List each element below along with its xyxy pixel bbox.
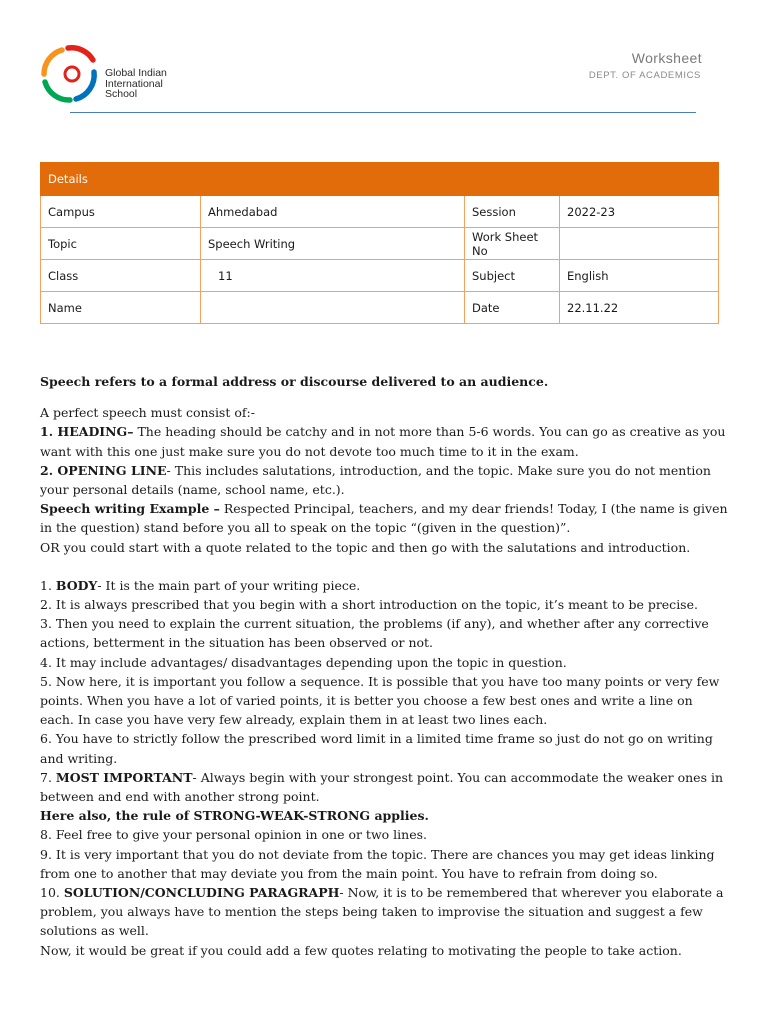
header-divider <box>70 112 696 113</box>
closing-line: Now, it would be great if you could add a few quotes relating to motivating the people to take action. <box>40 942 682 958</box>
class-label: Class <box>41 260 201 292</box>
opening-line-point: 2. OPENING LINE- This includes salutations, introduction, and the topic. Make sure you do not mention your personal details (name, school name, etc.). <box>40 462 711 498</box>
list-item: 4. It may include advantages/ disadvantages depending upon the topic in question. <box>40 654 567 670</box>
session-value: 2022-23 <box>560 196 719 228</box>
logo-arc-orange <box>44 50 62 74</box>
department-label: DEPT. OF ACADEMICS <box>588 70 701 81</box>
intro-line: A perfect speech must consist of:- <box>40 405 255 421</box>
table-row <box>41 260 719 292</box>
school-name-line3: School <box>105 88 138 100</box>
worksheet-content <box>40 372 730 960</box>
campus-value: Ahmedabad <box>201 196 465 228</box>
logo-arc-red <box>68 48 93 60</box>
worksheet-no-value <box>560 228 719 260</box>
date-label: Date <box>465 292 560 324</box>
worksheet-title: Worksheet <box>631 50 702 66</box>
most-important-point: 7. MOST IMPORTANT- Always begin with your strongest point. You can accommodate the weaker ones in between and end with another strong point. <box>40 769 723 805</box>
heading-point: 1. HEADING– The heading should be catchy and in not more than 5-6 words. You can go as creative as you want with this one just make sure you do not devote too much time to it in the exam. <box>40 424 726 459</box>
subject-label: Subject <box>465 260 560 292</box>
school-name-line2: International <box>105 77 163 90</box>
list-item: 5. Now here, it is important you follow a sequence. It is possible that you have too many points or very few points. When you have a lot of varied points, it is better you choose a few best ones and write a line on each. In case you have very few already, explain them in at least two lines each. <box>40 673 720 728</box>
example-paragraph: Speech writing Example – Respected Principal, teachers, and my dear friends! Today, I (the name is given in the question) stand before you all to speak on the topic “(given in the question)”. <box>40 501 728 536</box>
body-point: 1. BODY- It is the main part of your writing piece. <box>40 577 361 593</box>
details-heading: Details <box>41 163 719 196</box>
details-table <box>40 162 719 324</box>
or-paragraph: OR you could start with a quote related to the topic and then go with the salutations and introduction. <box>40 539 691 555</box>
table-row <box>41 228 719 260</box>
list-item: 9. It is very important that you do not deviate from the topic. There are chances you may get ideas linking from one to another that may deviate you from the main point. You have to refrain from doing so. <box>40 846 715 881</box>
topic-value: Speech Writing <box>201 228 465 260</box>
logo-arc-green <box>45 82 70 100</box>
worksheet-no-label: Work Sheet No <box>465 228 560 260</box>
list-item: 2. It is always prescribed that you begin with a short introduction on the topic, it’s meant to be precise. <box>40 597 698 613</box>
list-item: 8. Feel free to give your personal opinion in one or two lines. <box>40 827 427 843</box>
session-label: Session <box>465 196 560 228</box>
school-name <box>105 68 167 100</box>
campus-label: Campus <box>41 196 201 228</box>
logo-inner <box>65 67 79 81</box>
list-item: 6. You have to strictly follow the prescribed word limit in a limited time frame so just do not go on writing and writing. <box>40 731 713 766</box>
definition: Speech refers to a formal address or discourse delivered to an audience. <box>40 374 549 389</box>
topic-label: Topic <box>41 228 201 260</box>
name-label: Name <box>41 292 201 324</box>
table-row <box>41 292 719 324</box>
class-value: 11 <box>201 260 465 292</box>
list-item: 3. Then you need to explain the current situation, the problems (if any), and whether after any corrective actions, betterment in the situation has been observed or not. <box>40 616 709 651</box>
strong-weak-strong-rule: Here also, the rule of STRONG-WEAK-STRONG applies. <box>40 808 429 824</box>
subject-value: English <box>560 260 719 292</box>
table-row <box>41 196 719 228</box>
concluding-point: 10. SOLUTION/CONCLUDING PARAGRAPH- Now, it is to be remembered that wherever you elaborate a problem, you always have to mention the steps being taken to improvise the situation and suggest a few solutions as well. <box>40 885 724 939</box>
name-value <box>201 292 465 324</box>
date-value: 22.11.22 <box>560 292 719 324</box>
school-name-line1: Global Indian <box>105 67 167 79</box>
details-header-row <box>41 163 719 196</box>
